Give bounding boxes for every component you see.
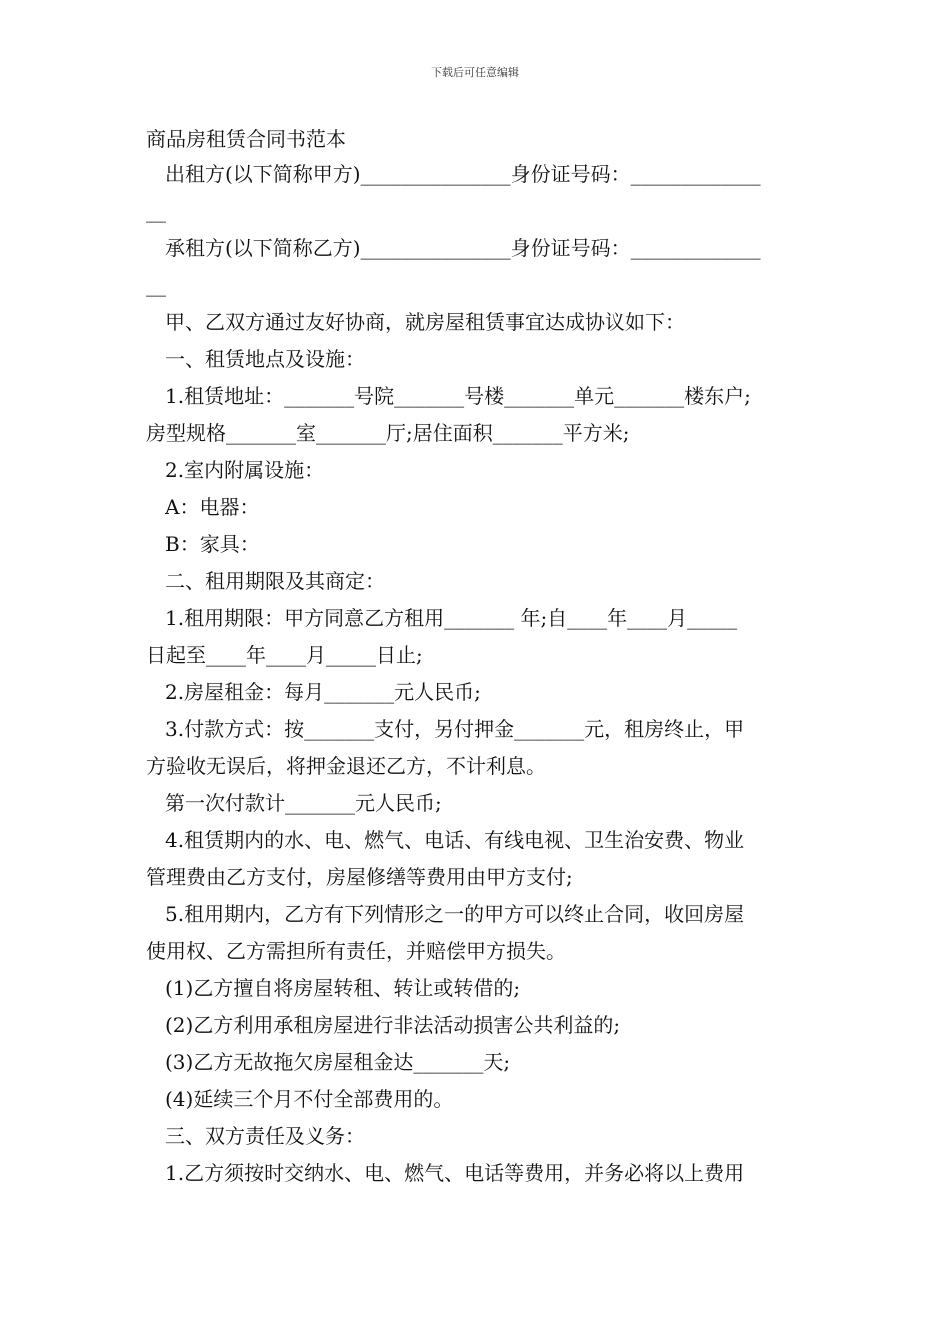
text-line: 2.室内附属设施： <box>165 458 325 482</box>
text-line: 使用权、乙方需担所有责任，并赔偿甲方损失。 <box>146 939 566 963</box>
text-line: B：家具： <box>165 532 260 556</box>
text-line: A：电器： <box>165 495 260 519</box>
document-body <box>146 122 810 1192</box>
text-line: 5.租用期内，乙方有下列情形之一的甲方可以终止合同，收回房屋 <box>165 902 745 926</box>
text-line: 3.付款方式：按_______支付，另付押金_______元，租房终止，甲 <box>165 717 745 741</box>
document-lines <box>146 156 810 1192</box>
text-line: 房型规格_______室_______厅;居住面积_______平方米; <box>146 421 630 445</box>
text-line: 甲、乙双方通过友好协商，就房屋租赁事宜达成协议如下： <box>165 310 685 334</box>
text-line: 承租方(以下简称乙方)_______________身份证号码：_____________ <box>165 236 761 260</box>
text-line: 三、双方责任及义务： <box>165 1124 365 1148</box>
text-line: (3)乙方无故拖欠房屋租金达_______天; <box>165 1050 511 1074</box>
text-line: 方验收无误后，将押金退还乙方，不计利息。 <box>146 754 546 778</box>
text-line: 2.房屋租金：每月_______元人民币; <box>165 680 481 704</box>
page-header: 下载后可任意编辑 <box>431 66 519 79</box>
text-line: 1.乙方须按时交纳水、电、燃气、电话等费用，并务必将以上费用 <box>165 1161 745 1185</box>
text-line: (4)延续三个月不付全部费用的。 <box>165 1087 454 1111</box>
text-line: __ <box>146 199 166 223</box>
text-line: 二、租用期限及其商定： <box>165 569 385 593</box>
text-line: 1.租赁地址：_______号院_______号楼_______单元_______楼东户; <box>165 384 751 408</box>
text-line: 管理费由乙方支付，房屋修缮等费用由甲方支付; <box>146 865 573 889</box>
text-line: 一、租赁地点及设施： <box>165 347 365 371</box>
document-title: 商品房租赁合同书范本 <box>146 127 346 151</box>
text-line: __ <box>146 273 166 297</box>
text-line: (1)乙方擅自将房屋转租、转让或转借的; <box>165 976 521 1000</box>
text-line: 出租方(以下简称甲方)_______________身份证号码：_____________ <box>165 162 761 186</box>
text-line: 日起至____年____月_____日止; <box>146 643 423 667</box>
text-line: 第一次付款计_______元人民币; <box>165 791 442 815</box>
text-line: 1.租用期限：甲方同意乙方租用_______ 年;自____年____月_____ <box>165 606 738 630</box>
text-line: (2)乙方利用承租房屋进行非法活动损害公共利益的; <box>165 1013 621 1037</box>
text-line: 4.租赁期内的水、电、燃气、电话、有线电视、卫生治安费、物业 <box>165 828 745 852</box>
